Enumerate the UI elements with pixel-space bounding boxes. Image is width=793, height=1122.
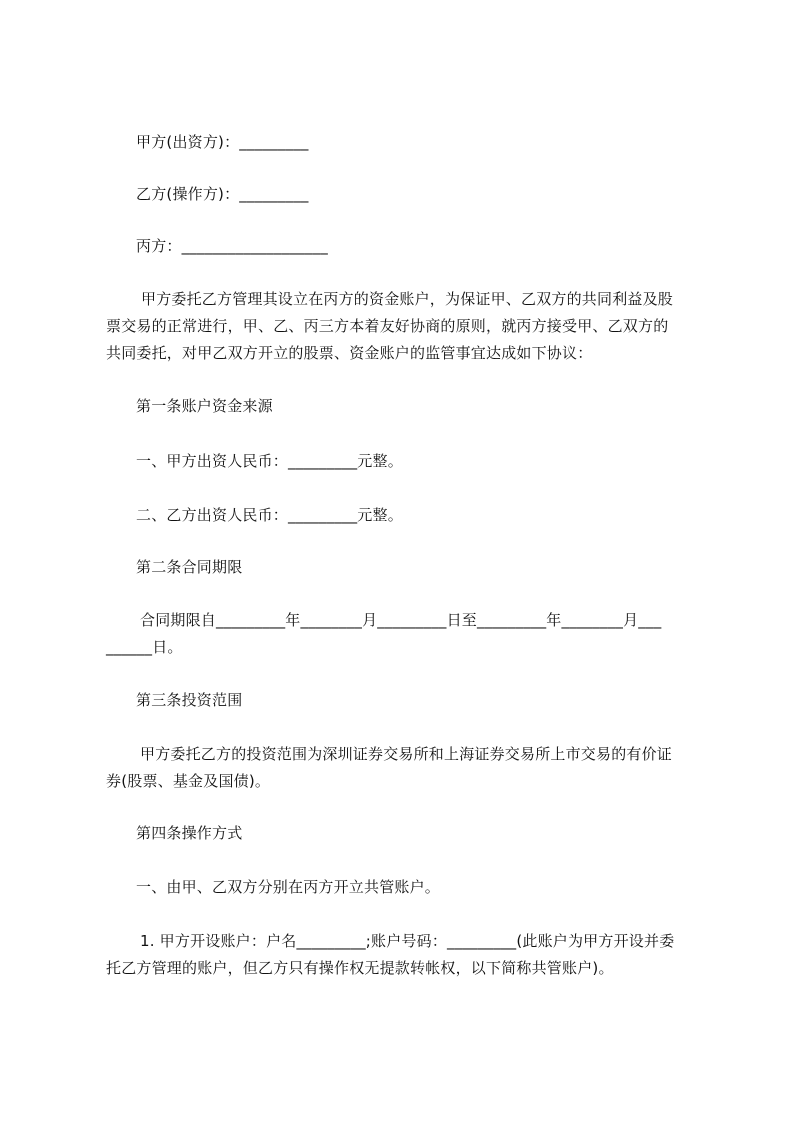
article-3-title: 第三条投资范围 <box>136 691 243 709</box>
article-1-item-1: 一、甲方出资人民币：_________元整。 <box>136 452 403 470</box>
intro-line-2: 票交易的正常进行，甲、乙、丙三方本着友好协商的原则，就丙方接受甲、乙双方的 <box>106 317 669 335</box>
article-2-line-1: 合同期限自_________年________月_________日至_________年________月___ <box>140 611 662 629</box>
party-c-line: 丙方：___________________ <box>136 237 328 255</box>
party-a-line: 甲方(出资方)：_________ <box>136 133 309 151</box>
article-3-line-2: 券(股票、基金及国债)。 <box>106 772 271 790</box>
intro-line-3: 共同委托，对甲乙双方开立的股票、资金账户的监管事宜达成如下协议： <box>106 344 593 362</box>
party-b-line: 乙方(操作方)：_________ <box>136 185 309 203</box>
article-1-item-2: 二、乙方出资人民币：_________元整。 <box>136 506 403 524</box>
article-4-item-1: 一、由甲、乙双方分别在丙方开立共管账户。 <box>136 878 441 896</box>
article-2-line-2: ______日。 <box>106 638 183 656</box>
article-2-title: 第二条合同期限 <box>136 558 243 576</box>
article-1-title: 第一条账户资金来源 <box>136 397 273 415</box>
intro-line-1: 甲方委托乙方管理其设立在丙方的资金账户，为保证甲、乙双方的共同利益及股 <box>141 290 674 308</box>
article-4-sub-1-line-1: 1. 甲方开设账户：户名_________;账户号码：_________(此账户为甲方开设并委 <box>140 932 675 950</box>
article-4-sub-1-line-2: 托乙方管理的账户，但乙方只有操作权无提款转帐权，以下简称共管账户)。 <box>106 959 614 977</box>
article-4-title: 第四条操作方式 <box>136 824 243 842</box>
article-3-line-1: 甲方委托乙方的投资范围为深圳证券交易所和上海证券交易所上市交易的有价证 <box>140 745 673 763</box>
